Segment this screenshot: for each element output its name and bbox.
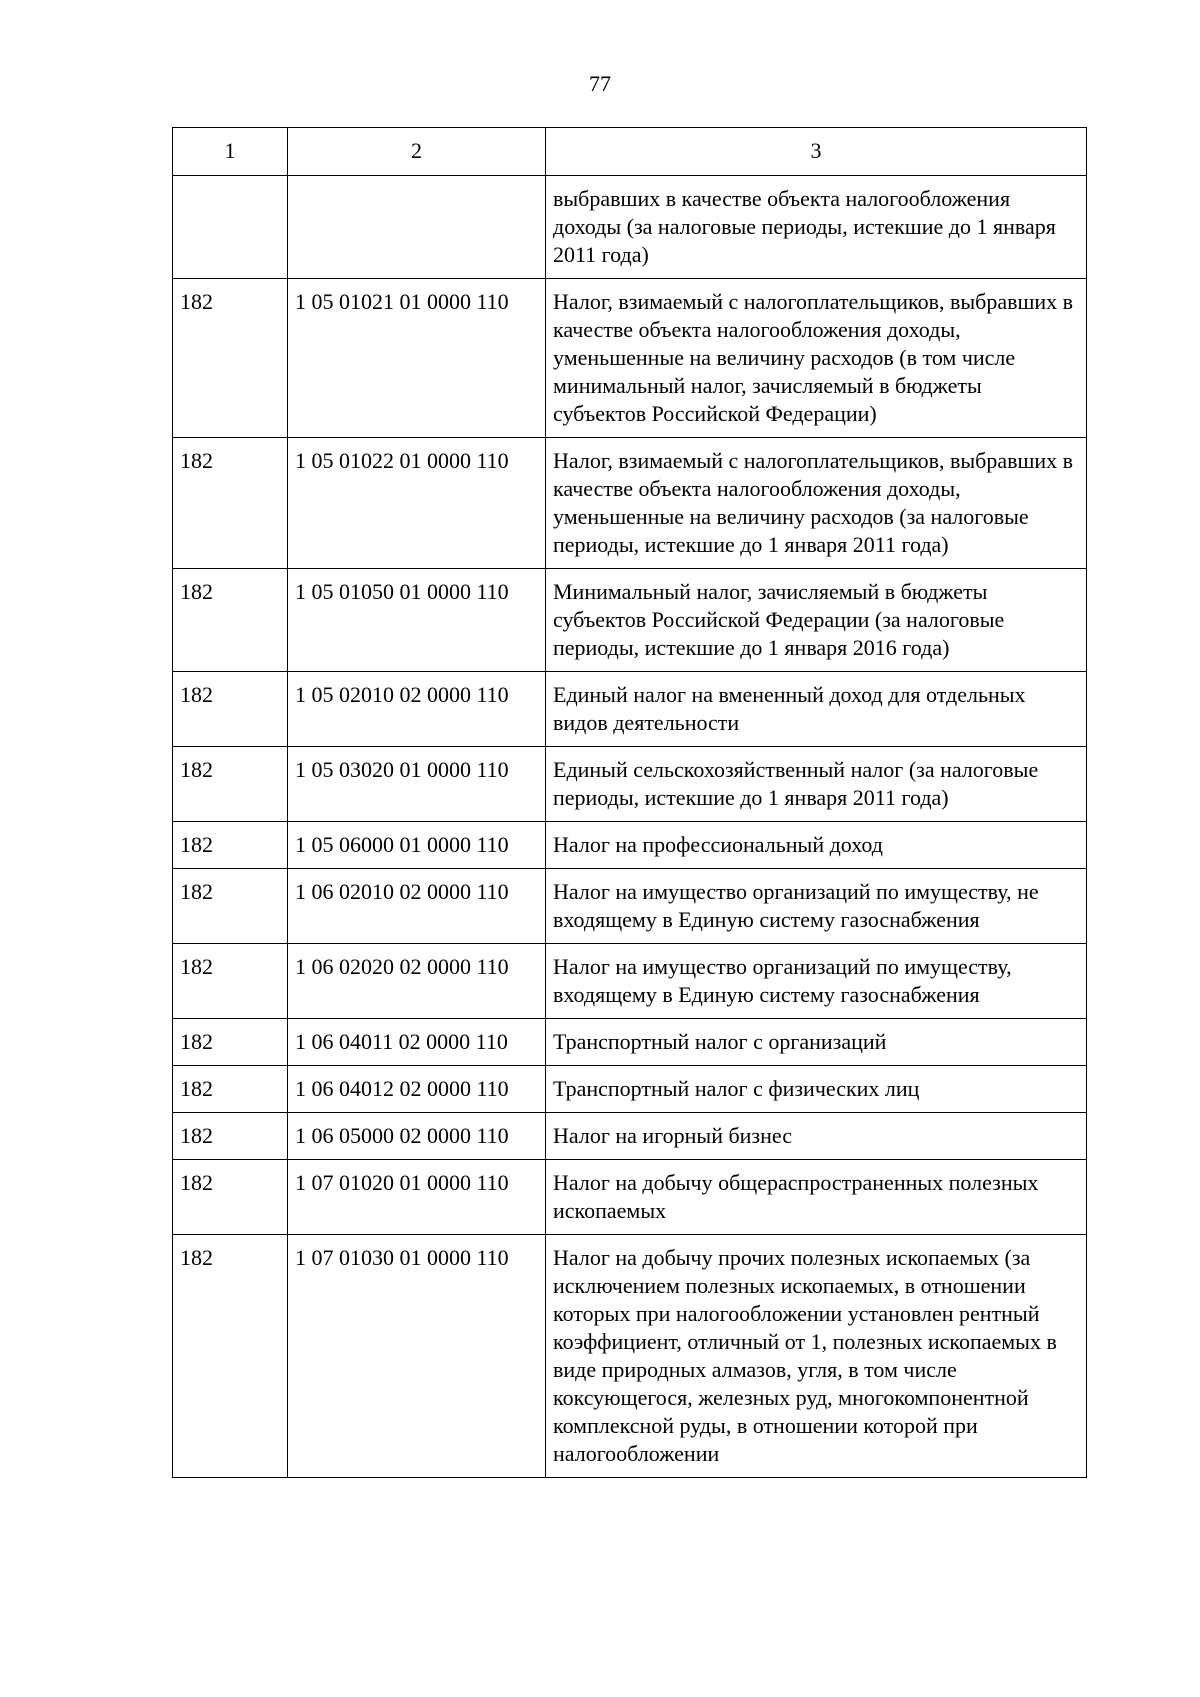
- description-cell: Единый налог на вмененный доход для отдельных видов деятельности: [546, 672, 1087, 747]
- table-row: [173, 1066, 1087, 1113]
- admin-code-cell: [173, 176, 288, 279]
- description-cell: Налог, взимаемый с налогоплательщиков, выбравших в качестве объекта налогообложения доходы, уменьшенные на величину расходов (в том числе минимальный налог, зачисляемый в бюджеты субъектов Российской Федерации): [546, 279, 1087, 438]
- description-cell: Минимальный налог, зачисляемый в бюджеты субъектов Российской Федерации (за налоговые периоды, истекшие до 1 января 2016 года): [546, 569, 1087, 672]
- table-row: [173, 1235, 1087, 1478]
- budget-code-cell: 1 06 05000 02 0000 110: [288, 1113, 546, 1160]
- column-header-2: 2: [288, 128, 546, 176]
- admin-code-cell: 182: [173, 1113, 288, 1160]
- table-row: [173, 438, 1087, 569]
- description-cell: Единый сельскохозяйственный налог (за налоговые периоды, истекшие до 1 января 2011 года): [546, 747, 1087, 822]
- budget-code-cell: 1 05 03020 01 0000 110: [288, 747, 546, 822]
- admin-code-cell: 182: [173, 869, 288, 944]
- table-row: [173, 1113, 1087, 1160]
- budget-code-cell: 1 07 01020 01 0000 110: [288, 1160, 546, 1235]
- admin-code-cell: 182: [173, 1066, 288, 1113]
- table-header-row: [173, 128, 1087, 176]
- table-row: [173, 944, 1087, 1019]
- admin-code-cell: 182: [173, 672, 288, 747]
- budget-classification-table: [172, 127, 1087, 1478]
- budget-code-cell: 1 06 04011 02 0000 110: [288, 1019, 546, 1066]
- admin-code-cell: 182: [173, 822, 288, 869]
- admin-code-cell: 182: [173, 279, 288, 438]
- description-cell: выбравших в качестве объекта налогообложения доходы (за налоговые периоды, истекшие до 1 января 2011 года): [546, 176, 1087, 279]
- table-row: [173, 869, 1087, 944]
- table-row: [173, 279, 1087, 438]
- budget-code-cell: [288, 176, 546, 279]
- budget-code-cell: 1 05 01050 01 0000 110: [288, 569, 546, 672]
- description-cell: Налог на добычу общераспространенных полезных ископаемых: [546, 1160, 1087, 1235]
- budget-code-cell: 1 05 02010 02 0000 110: [288, 672, 546, 747]
- description-cell: Налог на добычу прочих полезных ископаемых (за исключением полезных ископаемых, в отношении которых при налогообложении установлен рентный коэффициент, отличный от 1, полезных ископаемых в виде природных алмазов, угля, в том числе коксующегося, железных руд, многокомпонентной комплексной руды, в отношении которой при налогообложении: [546, 1235, 1087, 1478]
- admin-code-cell: 182: [173, 1019, 288, 1066]
- column-header-1: 1: [173, 128, 288, 176]
- table-body: [173, 176, 1087, 1478]
- admin-code-cell: 182: [173, 1160, 288, 1235]
- column-header-3: 3: [546, 128, 1087, 176]
- budget-code-cell: 1 06 02020 02 0000 110: [288, 944, 546, 1019]
- admin-code-cell: 182: [173, 438, 288, 569]
- description-cell: Налог на профессиональный доход: [546, 822, 1087, 869]
- budget-code-cell: 1 05 01022 01 0000 110: [288, 438, 546, 569]
- table-row: [173, 176, 1087, 279]
- admin-code-cell: 182: [173, 747, 288, 822]
- description-cell: Налог на имущество организаций по имуществу, не входящему в Единую систему газоснабжения: [546, 869, 1087, 944]
- budget-code-cell: 1 07 01030 01 0000 110: [288, 1235, 546, 1478]
- description-cell: Налог на игорный бизнес: [546, 1113, 1087, 1160]
- description-cell: Транспортный налог с физических лиц: [546, 1066, 1087, 1113]
- table-row: [173, 747, 1087, 822]
- description-cell: Налог, взимаемый с налогоплательщиков, выбравших в качестве объекта налогообложения доходы, уменьшенные на величину расходов (за налоговые периоды, истекшие до 1 января 2011 года): [546, 438, 1087, 569]
- table-row: [173, 569, 1087, 672]
- admin-code-cell: 182: [173, 1235, 288, 1478]
- page-number: 77: [589, 71, 611, 96]
- budget-code-cell: 1 06 02010 02 0000 110: [288, 869, 546, 944]
- admin-code-cell: 182: [173, 944, 288, 1019]
- description-cell: Транспортный налог с организаций: [546, 1019, 1087, 1066]
- budget-code-cell: 1 05 01021 01 0000 110: [288, 279, 546, 438]
- table-row: [173, 672, 1087, 747]
- budget-code-cell: 1 06 04012 02 0000 110: [288, 1066, 546, 1113]
- table-row: [173, 1160, 1087, 1235]
- admin-code-cell: 182: [173, 569, 288, 672]
- description-cell: Налог на имущество организаций по имуществу, входящему в Единую систему газоснабжения: [546, 944, 1087, 1019]
- budget-code-cell: 1 05 06000 01 0000 110: [288, 822, 546, 869]
- table-row: [173, 822, 1087, 869]
- table-row: [173, 1019, 1087, 1066]
